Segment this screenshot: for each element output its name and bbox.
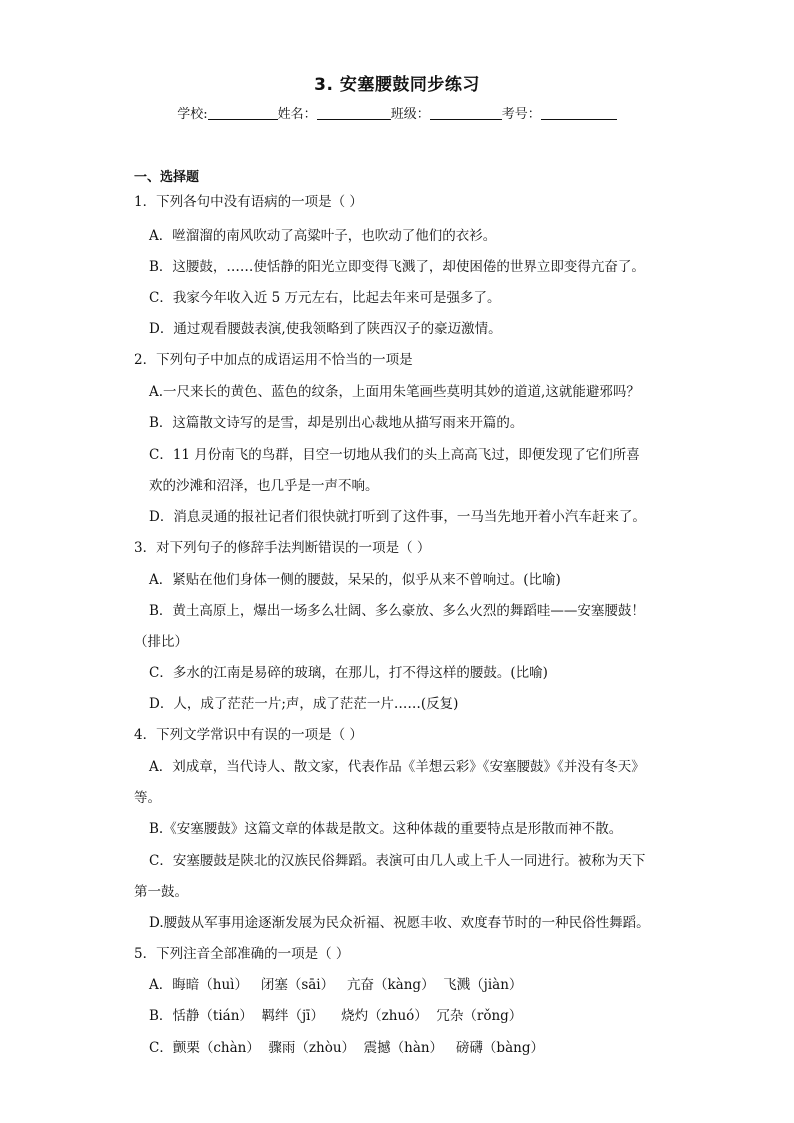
name-blank[interactable]	[317, 106, 391, 120]
question-2-option-a: A.一尺来长的黄色、蓝色的纹条，上面用朱笔画些莫明其妙的道道,这就能避邪吗？	[149, 384, 640, 400]
school-blank[interactable]	[208, 106, 278, 120]
name-label: 姓名：	[277, 107, 317, 122]
question-5-stem: 5．下列注音全部准确的一项是（ ）	[134, 946, 350, 962]
question-4-option-c-continued: 第一鼓。	[134, 884, 188, 900]
section-heading: 一、选择题	[134, 170, 200, 185]
question-3-stem: 3．对下列句子的修辞手法判断错误的一项是（ ）	[134, 540, 431, 556]
question-2-option-c: C．11 月份南飞的鸟群，目空一切地从我们的头上高高飞过，即便发现了它们所喜	[149, 447, 640, 463]
class-blank[interactable]	[430, 106, 502, 120]
school-label: 学校:	[177, 107, 208, 122]
question-4-option-a-continued: 等。	[134, 790, 161, 806]
question-2-option-d: D．消息灵通的报社记者们很快就打听到了这件事，一马当先地开着小汽车赶来了。	[149, 509, 646, 525]
question-3-option-b: B．黄土高原上，爆出一场多么壮阔、多么豪放、多么火烈的舞蹈哇——安塞腰鼓！	[149, 603, 645, 619]
question-1-option-c: C．我家今年收入近 5 万元左右，比起去年来可是强多了。	[149, 290, 501, 306]
question-4-stem: 4．下列文学常识中有误的一项是（ ）	[134, 727, 363, 743]
question-4-option-d: D.腰鼓从军事用途逐渐发展为民众祈福、祝愿丰收、欢度春节时的一种民俗性舞蹈。	[149, 915, 650, 931]
question-5-option-b: B．恬静（tián） 羁绊（jī） 烧灼（zhuó） 冗杂（rǒng）	[149, 1008, 523, 1024]
question-2-stem: 2．下列句子中加点的成语运用不恰当的一项是	[134, 352, 413, 368]
question-1-option-a: A．咝溜溜的南风吹动了高粱叶子，也吹动了他们的衣衫。	[149, 228, 497, 244]
question-3-option-b-continued: （排比）	[134, 634, 188, 650]
class-label: 班级：	[390, 107, 430, 122]
question-4-option-b: B.《安塞腰鼓》这篇文章的体裁是散文。这种体裁的重要特点是形散而神不散。	[149, 821, 623, 837]
question-3-option-d: D．人，成了茫茫一片;声，成了茫茫一片……(反复)	[149, 696, 459, 712]
question-4-option-c: C．安塞腰鼓是陕北的汉族民俗舞蹈。表演可由几人或上千人一同进行。被称为天下	[149, 853, 646, 869]
student-info-line	[0, 103, 794, 122]
question-5-option-c: C．颤栗（chàn） 骤雨（zhòu） 震撼（hàn） 磅礴（bàng）	[149, 1040, 544, 1056]
question-5-option-a: A．晦暗（huì） 闭塞（sāi） 亢奋（kàng） 飞溅（jiàn）	[149, 977, 523, 993]
page-title: 3. 安塞腰鼓同步练习	[314, 75, 480, 95]
question-3-option-c: C．多水的江南是易碎的玻璃，在那儿，打不得这样的腰鼓。(比喻)	[149, 665, 548, 681]
question-2-option-b: B．这篇散文诗写的是雪，却是别出心裁地从描写雨来开篇的。	[149, 415, 524, 431]
question-1-option-b: B．这腰鼓，……使恬静的阳光立即变得飞溅了，却使困倦的世界立即变得亢奋了。	[149, 259, 645, 275]
exam-number-blank[interactable]	[541, 106, 617, 120]
question-4-option-a: A．刘成章，当代诗人、散文家，代表作品《羊想云彩》《安塞腰鼓》《并没有冬天》	[149, 759, 645, 775]
question-3-option-a: A．紧贴在他们身体一侧的腰鼓，呆呆的，似乎从来不曾响过。(比喻)	[149, 572, 561, 588]
exam-number-label: 考号：	[501, 107, 541, 122]
question-2-option-c-continued: 欢的沙滩和沼泽，也几乎是一声不响。	[149, 478, 379, 494]
question-1-stem: 1．下列各句中没有语病的一项是（ ）	[134, 194, 363, 210]
question-1-option-d: D．通过观看腰鼓表演,使我领略到了陕西汉子的豪迈激情。	[149, 321, 502, 337]
